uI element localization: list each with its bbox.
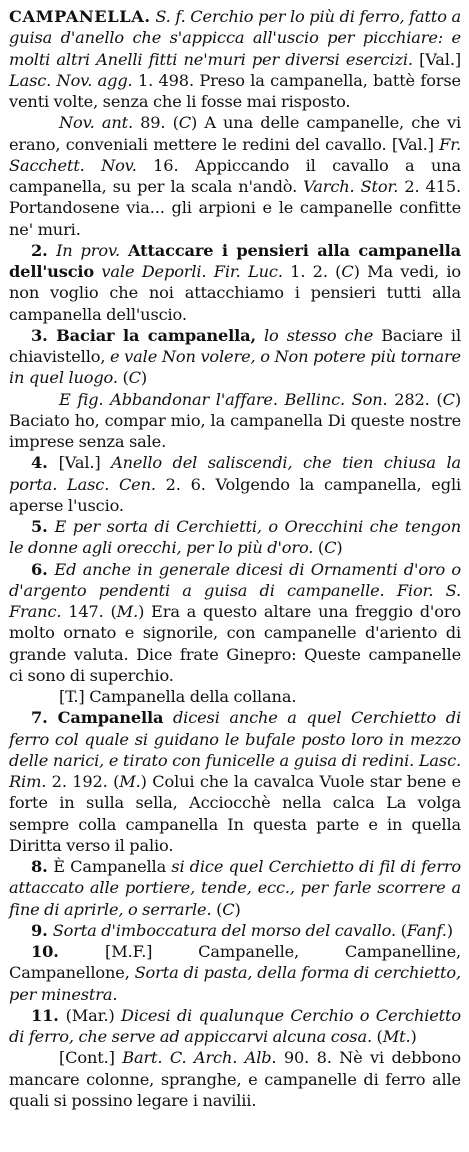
text-segment: ) (446, 920, 453, 940)
text-segment: 8. (31, 857, 54, 876)
text-segment: dicesi anche a quel Cerchietto di ferro col quale si guidano le bufale posto loro in mezzo delle narici, e tirato con funicelle a guisa di redini. Lasc. Rim. (9, 708, 461, 791)
text-segment: Ed anche in generale dicesi di Ornamenti d'oro o d'argento pendenti a guisa di campanelle. Fior. S. Franc. (9, 559, 462, 621)
text-segment: Fanf. (406, 920, 447, 940)
text-segment: 2. 192. ( (46, 772, 120, 791)
text-segment: 89. ( (132, 113, 179, 133)
text-segment: Dicesi di qualunque Cerchio o Cerchietto di ferro, che serve ad appiccarvi alcuna cosa. (9, 1005, 461, 1046)
entry-paragraph (9, 1047, 461, 1111)
text-segment: ( (371, 1027, 383, 1046)
text-segment: ( (396, 920, 407, 940)
text-segment: C (324, 538, 337, 558)
text-segment: È Campanella (53, 857, 172, 876)
entry-paragraph (9, 516, 461, 559)
text-segment: 10. (31, 942, 106, 961)
text-segment: 2. 415. Portandosene via... gli arpioni e le campanelle confitte ne' muri. (9, 177, 461, 239)
text-segment: Bart. C. Arch. Alb. (122, 1048, 277, 1068)
text-segment: Attaccare i pensieri alla campanella dell'uscio (9, 240, 461, 281)
text-segment: C (178, 113, 191, 133)
text-segment: [Cont.] (59, 1048, 123, 1068)
entry-paragraph (9, 1005, 461, 1048)
entry-paragraph (9, 686, 461, 707)
text-segment: [Val.] (58, 453, 112, 473)
text-segment: ) Baciato ho, compar mio, la campanella Di queste nostre imprese senza sale. (9, 389, 461, 451)
entry-paragraph (9, 325, 461, 389)
entry-paragraph (9, 920, 461, 941)
entry-paragraph (9, 856, 461, 920)
text-segment: ) Ma vedi, io non voglio che noi attacchiamo i pensieri tutti alla campanella dell'uscio. (9, 262, 461, 324)
text-segment: C (222, 899, 235, 919)
text-segment: S. f. Cerchio per lo più di ferro, fatto a guisa d'anello che s'appicca all'uscio per picchiare: e molti altri Anelli fitti ne'muri per diversi esercizi. (9, 7, 461, 69)
text-segment: In prov. (56, 240, 121, 260)
text-segment: E per sorta di Cerchietti, o Orecchini che tengon le donne agli orecchi, per lo più d'oro. (9, 517, 462, 558)
text-segment: ) A una delle campanelle, che vi erano, conveniali mettere le redini del cavallo. [Val.] (9, 113, 461, 154)
text-segment: Nov. ant. (59, 113, 133, 133)
text-segment: ( (117, 368, 129, 388)
entry-paragraph (9, 240, 461, 325)
text-segment: 16. Appiccando il cavallo a una campanella, su per la scala n'andò. (9, 155, 461, 196)
text-segment (163, 708, 173, 727)
text-segment: [M.F.] Campanelle, Campanelline, Campanellone, (9, 942, 461, 983)
text-segment: 2. 6. Volgendo la campanella, egli aperse l'uscio. (9, 474, 461, 515)
dictionary-entry-campanella (9, 6, 461, 1111)
entry-paragraph (9, 112, 461, 240)
text-segment: ) (410, 1027, 417, 1046)
text-segment: C (442, 389, 455, 409)
text-segment: Sorta di pasta, della forma di cerchietto, per minestra. (9, 963, 461, 1004)
text-segment: si dice quel Cerchietto di fil di ferro attaccato alle portiere, tende, ecc., per farle scorrere a fine di aprirle, o serrarle. (9, 857, 461, 919)
text-segment: 2. (31, 240, 57, 260)
entry-paragraph (9, 389, 461, 453)
entry-paragraph (9, 559, 461, 687)
text-segment: 147. ( (61, 602, 117, 621)
entry-paragraph (9, 707, 461, 856)
text-segment: Sorta d'imboccatura del morso del cavallo. (52, 920, 396, 940)
text-segment: e vale Non volere, o Non potere più tornare in quel luogo. (9, 347, 461, 388)
text-segment: Varch. Stor. (303, 177, 399, 196)
text-segment: 1. 498. Preso la campanella, battè forse venti volte, senza che li fosse mai risposto. (9, 70, 461, 111)
text-segment (120, 241, 128, 260)
text-segment: 3. Baciar la campanella, (31, 325, 256, 345)
text-segment: ( (211, 899, 223, 919)
text-segment: Baciare il chiavistello, (9, 325, 461, 366)
text-segment: 1. 2. ( (282, 262, 342, 281)
text-segment (256, 326, 264, 345)
text-segment: ) (336, 538, 343, 558)
text-segment: ) (234, 899, 241, 919)
text-segment: E fig. Abbandonar l'affare. Bellinc. Son. (59, 389, 388, 409)
text-segment: 9. (31, 920, 53, 940)
text-segment: ) (140, 368, 148, 388)
text-segment: 11. (31, 1005, 66, 1025)
text-segment: CAMPANELLA. (9, 7, 151, 26)
text-segment: Lasc. Nov. agg. (9, 70, 133, 90)
entry-paragraph (9, 941, 461, 1005)
text-segment: [T.] Campanella della collana. (59, 687, 297, 706)
entry-paragraph (9, 6, 461, 112)
text-segment: 5. (31, 517, 55, 536)
text-segment: Anello del saliscendi, che tien chiusa la porta. Lasc. Cen. (9, 453, 461, 494)
text-segment: ) Colui che la cavalca Vuole star bene e forte in sulla sella, Acciocchè nella calca La volga sempre colla campanella In questa parte e in quella Diritta verso il palio. (9, 772, 461, 855)
text-segment: M. (119, 772, 141, 791)
text-segment: Fr. Sacchett. Nov. (9, 134, 461, 175)
text-segment: M. (116, 602, 139, 621)
entry-paragraph (9, 452, 461, 516)
text-segment: 6. (31, 559, 55, 579)
text-segment: ( (313, 538, 325, 558)
text-segment: vale Deporli. Fir. Luc. (101, 262, 283, 281)
text-segment: C (341, 262, 354, 281)
text-segment: [Val.] (412, 49, 461, 69)
text-segment: (Mar.) (65, 1005, 122, 1025)
text-segment: 90. 8. Nè vi debbono mancare colonne, spranghe, e campanelle di ferro alle quali si possino legare i navilii. (9, 1048, 462, 1110)
text-segment: lo stesso che (263, 325, 374, 345)
text-segment: C (128, 368, 141, 388)
text-segment: ) Era a questo altare una freggio d'oro molto ornato e signorile, con campanelle d'ariento di grande valuta. Dice frate Ginepro: Queste campanelle ci sono di superchio. (9, 602, 461, 685)
text-segment: Mt. (382, 1027, 411, 1046)
text-segment: 282. ( (387, 389, 443, 409)
text-segment: 4. (31, 453, 59, 473)
text-segment: 7. Campanella (31, 708, 164, 728)
